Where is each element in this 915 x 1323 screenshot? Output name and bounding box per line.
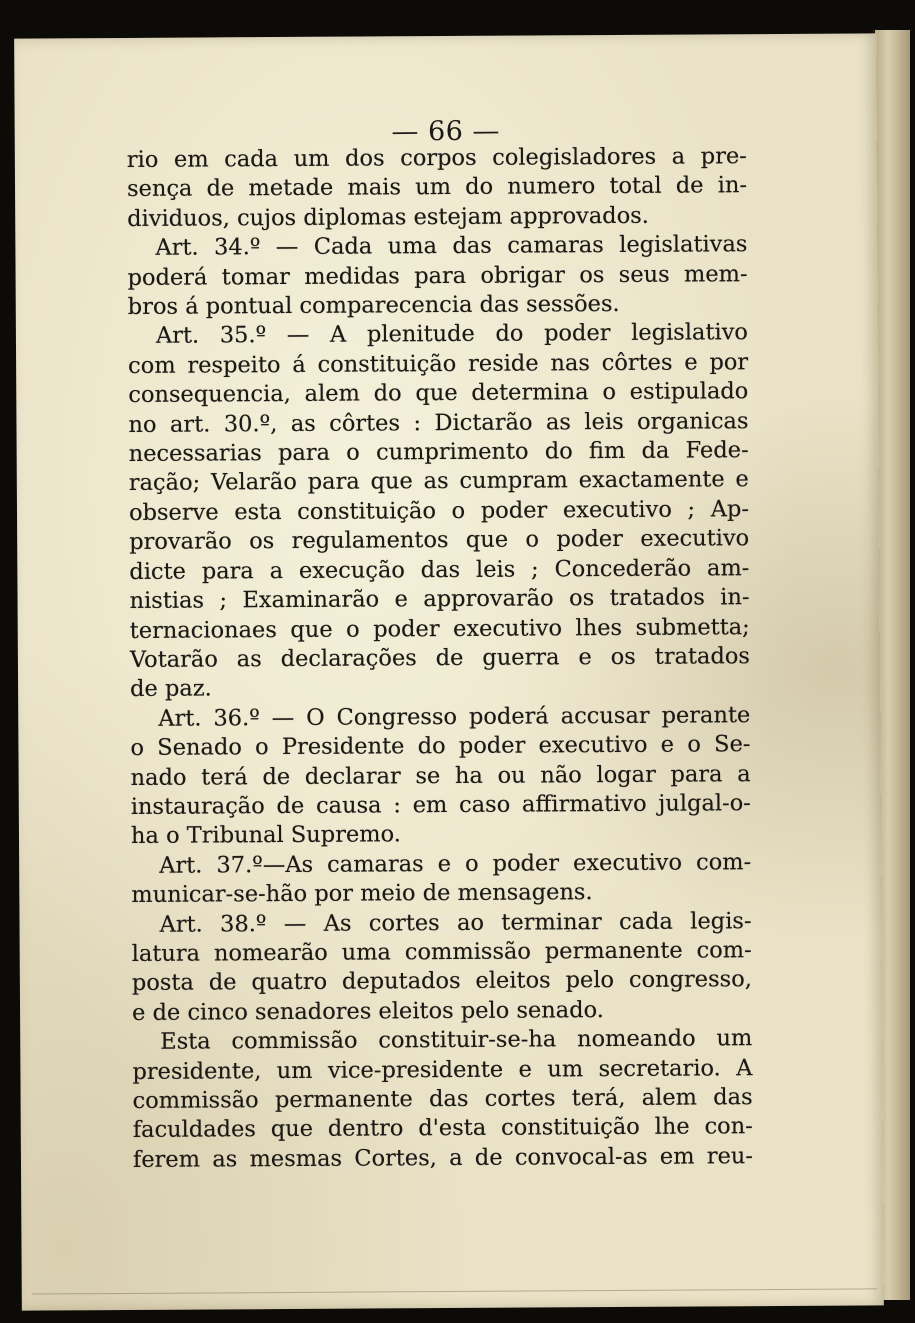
body-text	[127, 142, 753, 1175]
text-line: commissão permanente das cortes terá, alem das	[132, 1084, 753, 1114]
text-line: presidente, um vice-presidente e um secretario. A	[132, 1054, 753, 1085]
text-line: rio em cada um dos corpos colegisladores a pre-	[126, 143, 747, 173]
text-line: provarão os regulamentos que o poder executivo	[129, 525, 750, 556]
article-37-heading-line: Art. 37.º—As camaras e o poder executivo com-	[159, 848, 752, 879]
text-line: ferem as mesmas Cortes, a de convocal-as em reu-	[132, 1142, 754, 1173]
text-line: nado terá de declarar se ha ou não logar para a	[130, 760, 751, 791]
text-line: posta de quatro deputados eleitos pelo congresso,	[131, 966, 752, 997]
text-line: o Senado o Presidente do poder executivo e o Se-	[130, 731, 751, 762]
text-line: nistias ; Examinarão e approvarão os tratados in-	[129, 584, 750, 615]
text-line: e de cinco senadores eleitos pelo senado.	[131, 996, 604, 1026]
text-line: sença de metade mais um do numero total de in-	[126, 172, 748, 203]
text-line: com respeito á constituição reside nas côrtes e por	[128, 349, 749, 379]
text-line: consequencia, alem do que determina o estipulado	[128, 378, 749, 409]
text-line: ração; Velarão para que as cumpram exactamente e	[128, 466, 749, 497]
page-number: — 66 —	[391, 115, 501, 148]
text-line: observe esta constituição o poder executivo ; Ap-	[128, 496, 750, 526]
text-line: poderá tomar medidas para obrigar os seus mem-	[127, 260, 748, 291]
text-line: dividuos, cujos diplomas estejam approvados.	[127, 202, 649, 232]
article-34-heading-line: Art. 34.º — Cada uma das camaras legislativas	[155, 231, 748, 262]
text-line: Votarão as declarações de guerra e os tratados	[129, 643, 750, 673]
text-line: instauração de causa : em caso affirmativo julgal-o-	[130, 790, 751, 820]
paragraph-start-line: Esta commissão constituir-se-ha nomeando um	[160, 1025, 753, 1055]
text-line: bros á pontual comparecencia das sessões.	[127, 290, 620, 320]
text-line: faculdades que dentro d'esta constituição lhe con-	[132, 1113, 753, 1144]
text-line: no art. 30.º, as côrtes : Dictarão as leis organicas	[128, 407, 749, 438]
text-line: ternacionaes que o poder executivo lhes submetta;	[129, 613, 750, 644]
article-36-heading-line: Art. 36.º — O Congresso poderá accusar perante	[158, 701, 751, 732]
article-38-heading-line: Art. 38.º — As cortes ao terminar cada legis-	[159, 907, 752, 938]
article-35-heading-line: Art. 35.º — A plenitude do poder legislativo	[155, 319, 749, 350]
text-line: latura nomearão uma commissão permanente com-	[131, 937, 752, 967]
text-line: dicte para a execução das leis ; Concederão am-	[129, 554, 750, 585]
text-line: de paz.	[130, 675, 212, 703]
book-page	[14, 33, 884, 1310]
text-line: necessarias para o cumprimento do fim da Fede-	[128, 437, 749, 468]
text-line: municar-se-hão por meio de mensagens.	[131, 879, 593, 909]
page-bottom-edge	[32, 1288, 877, 1294]
text-line: ha o Tribunal Supremo.	[130, 821, 401, 850]
